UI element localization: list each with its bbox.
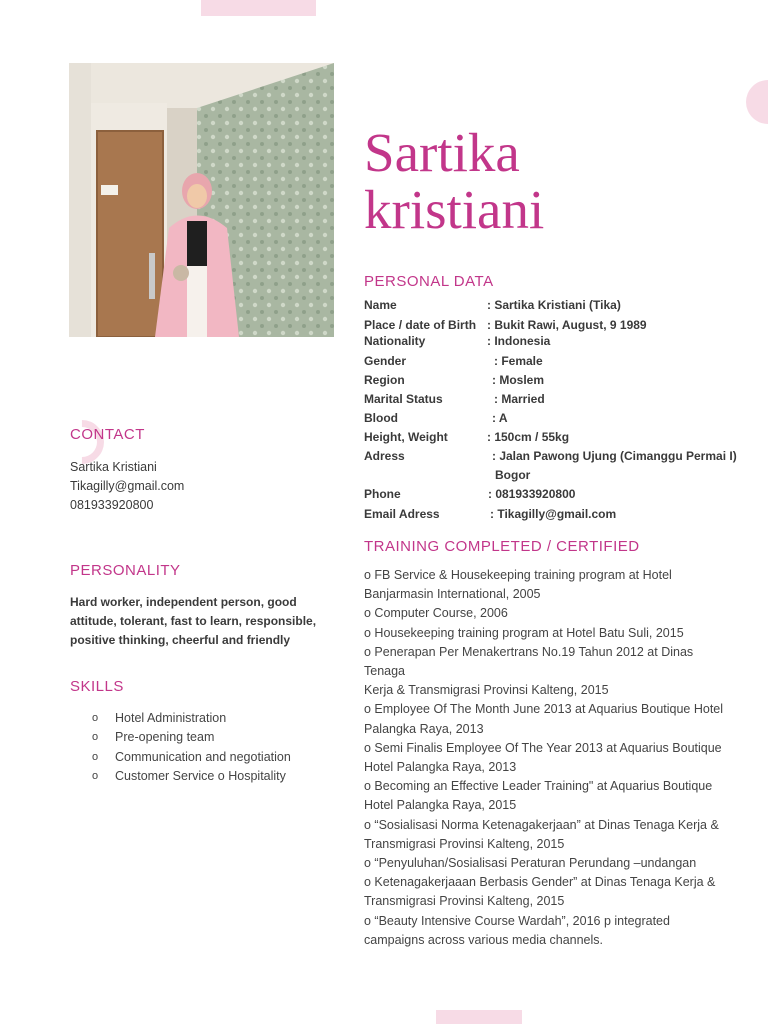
skill-item: o Customer Service o Hospitality xyxy=(92,767,291,786)
bullet-icon: o xyxy=(92,731,99,744)
name-last: kristiani xyxy=(364,179,545,240)
training-list xyxy=(364,566,759,950)
pd-row-email: Email Adress : Tikagilly@gmail.com xyxy=(364,507,617,521)
skill-item: o Pre-opening team xyxy=(92,728,291,747)
pd-row-birth: Place / date of Birth : Bukit Rawi, August, 9 1989 xyxy=(364,318,647,332)
personal-data-heading: PERSONAL DATA xyxy=(364,273,494,290)
bullet-icon: o xyxy=(92,712,99,724)
training-line: o Computer Course, 2006 xyxy=(364,606,508,621)
pd-row-name: Name : Sartika Kristiani (Tika) xyxy=(364,298,621,312)
training-line: o Housekeeping training program at Hotel Batu Suli, 2015 xyxy=(364,625,684,640)
contact-details xyxy=(70,458,184,515)
candidate-name xyxy=(364,124,544,238)
skills-heading: SKILLS xyxy=(70,678,124,695)
training-line: Hotel Palangka Raya, 2015 xyxy=(364,798,517,813)
bullet-icon: o xyxy=(92,769,99,782)
pd-row-nationality: Nationality : Indonesia xyxy=(364,334,551,348)
training-line: Tenaga xyxy=(364,664,406,679)
training-line: Hotel Palangka Raya, 2013 xyxy=(364,760,517,775)
contact-name: Sartika Kristiani xyxy=(70,460,157,474)
training-line: o Ketenagakerjaaan Berbasis Gender” at Dinas Tenaga Kerja & xyxy=(364,875,716,890)
name-first: Sartika xyxy=(364,122,520,183)
bullet-icon: o xyxy=(92,750,99,763)
training-line: Transmigrasi Provinsi Kalteng, 2015 xyxy=(364,836,565,851)
pd-row-address: Adress : Jalan Pawong Ujung (Cimanggu Permai I) xyxy=(364,449,737,463)
decorative-circle xyxy=(746,80,768,124)
skills-list xyxy=(92,709,291,786)
pd-row-blood: Blood : A xyxy=(364,411,508,425)
contact-email: Tikagilly@gmail.com xyxy=(70,479,185,493)
personality-heading: PERSONALITY xyxy=(70,562,181,579)
contact-heading: CONTACT xyxy=(70,426,145,443)
training-line: o “Penyuluhan/Sosialisasi Peraturan Perundang –undangan xyxy=(364,856,697,871)
pd-row-gender: Gender : Female xyxy=(364,354,543,368)
pd-row-height-weight: Height, Weight : 150cm / 55kg xyxy=(364,430,570,444)
skill-item: o Hotel Administration xyxy=(92,709,291,728)
training-line: o Becoming an Effective Leader Training" at Aquarius Boutique xyxy=(364,779,713,794)
training-heading: TRAINING COMPLETED / CERTIFIED xyxy=(364,538,640,555)
training-line: Kerja & Transmigrasi Provinsi Kalteng, 2015 xyxy=(364,683,609,698)
training-line: o Penerapan Per Menakertrans No.19 Tahun 2012 at Dinas xyxy=(364,644,694,659)
training-line: campaigns across various media channels. xyxy=(364,932,604,947)
decorative-bar-bottom xyxy=(436,1010,522,1024)
training-line: Banjarmasin International, 2005 xyxy=(364,587,541,602)
training-line: Palangka Raya, 2013 xyxy=(364,721,484,736)
decorative-bar-top xyxy=(201,0,316,16)
personality-text: Hard worker, independent person, good attitude, tolerant, fast to learn, responsible, positive thinking, cheerful and friendly xyxy=(70,595,317,647)
training-line: Transmigrasi Provinsi Kalteng, 2015 xyxy=(364,894,565,909)
training-line: o “Sosialisasi Norma Ketenagakerjaan” at Dinas Tenaga Kerja & xyxy=(364,817,719,832)
profile-photo xyxy=(69,63,334,337)
skill-item: o Communication and negotiation xyxy=(92,748,291,767)
pd-row-phone: Phone : 081933920800 xyxy=(364,487,576,501)
contact-phone: 081933920800 xyxy=(70,498,154,512)
pd-row-marital: Marital Status : Married xyxy=(364,392,545,406)
training-line: o Employee Of The Month June 2013 at Aquarius Boutique Hotel xyxy=(364,702,724,717)
training-line: o “Beauty Intensive Course Wardah”, 2016 p integrated xyxy=(364,913,670,928)
training-line: o Semi Finalis Employee Of The Year 2013 at Aquarius Boutique xyxy=(364,740,722,755)
pd-row-region: Region : Moslem xyxy=(364,373,545,387)
training-line: o FB Service & Housekeeping training program at Hotel xyxy=(364,568,672,582)
